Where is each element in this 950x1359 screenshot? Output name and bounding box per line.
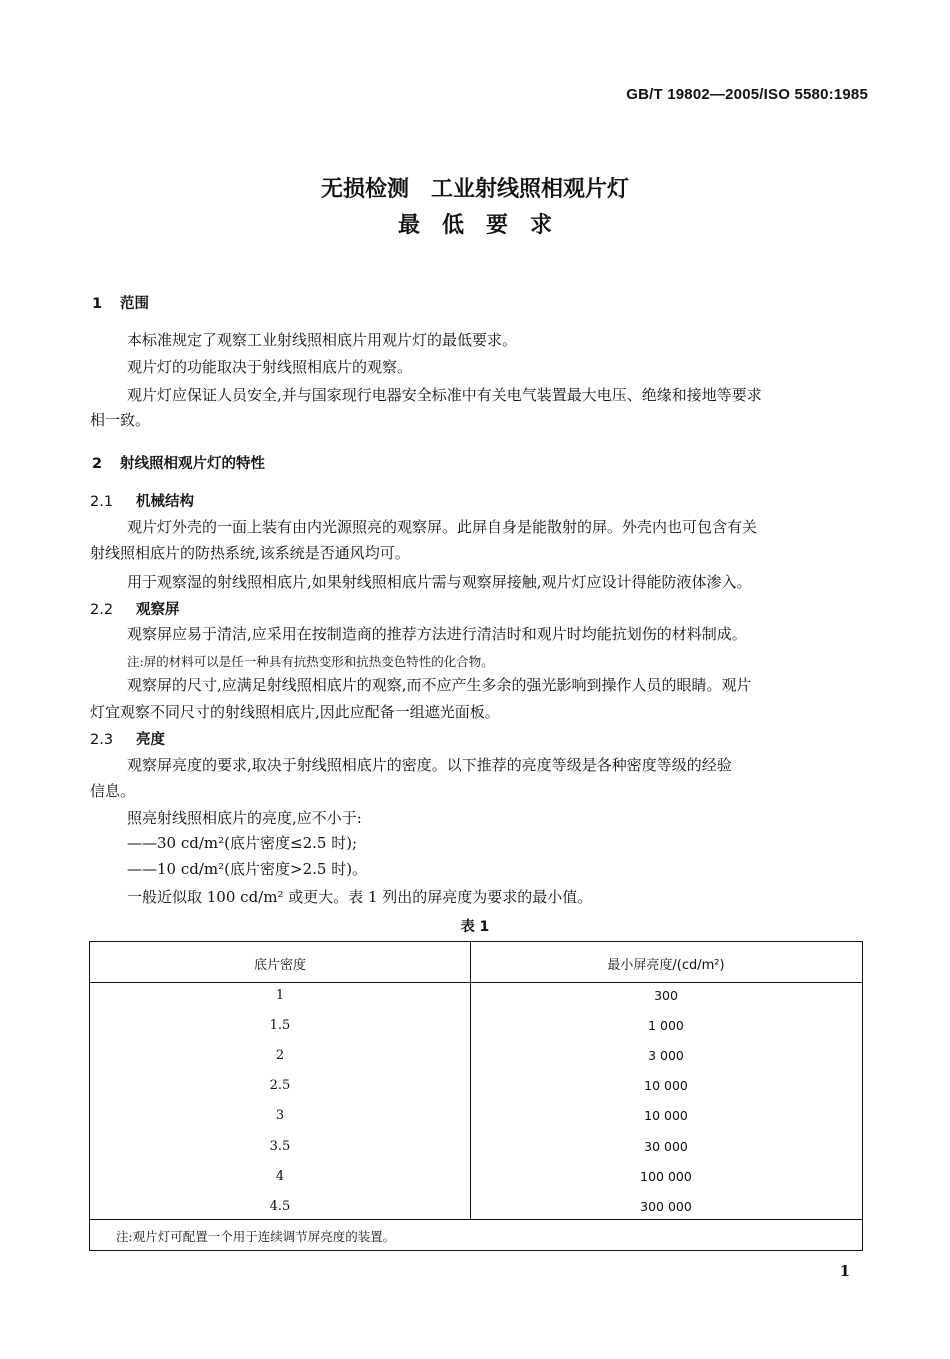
table-cell-luminance: 300 000 xyxy=(640,1199,692,1214)
table-note: 注:观片灯可配置一个用于连续调节屏亮度的装置。 xyxy=(116,1229,396,1244)
paragraph: 照亮射线照相底片的亮度,应不小于: xyxy=(127,809,362,827)
table-caption: 表 1 xyxy=(460,919,490,935)
document-title-line2: 最低要求 xyxy=(397,213,574,238)
page-number: 1 xyxy=(839,1262,850,1280)
list-item: ——10 cd/m²(底片密度>2.5 时)。 xyxy=(127,860,368,878)
section-title: 范围 xyxy=(120,296,149,312)
table-cell-density: 2.5 xyxy=(269,1078,291,1093)
paragraph-continuation: 信息。 xyxy=(90,782,136,800)
paragraph-continuation: 射线照相底片的防热系统,该系统是否通风均可。 xyxy=(90,544,410,562)
paragraph: 观片灯的功能取决于射线照相底片的观察。 xyxy=(127,358,413,376)
table-cell-luminance: 10 000 xyxy=(644,1108,688,1123)
section-number: 2.1 xyxy=(90,494,114,510)
table-cell-density: 3 xyxy=(275,1108,285,1123)
section-number: 2.2 xyxy=(90,602,114,618)
section-2-1-heading xyxy=(90,490,194,511)
note: 注:屏的材料可以是任一种具有抗热变形和抗热变色特性的化合物。 xyxy=(127,654,494,669)
paragraph: 观片灯应保证人员安全,并与国家现行电器安全标准中有关电气装置最大电压、绝缘和接地等要求 xyxy=(127,386,762,404)
section-2-heading xyxy=(92,452,265,473)
standard-code: GB/T 19802—2005/ISO 5580:1985 xyxy=(626,86,868,103)
table-header-divider xyxy=(90,982,862,983)
table-note-divider xyxy=(90,1219,862,1220)
paragraph: 观察屏应易于清洁,应采用在按制造商的推荐方法进行清洁时和观片时均能抗划伤的材料制成。 xyxy=(127,625,747,643)
section-1-heading xyxy=(92,292,149,313)
section-number: 2.3 xyxy=(90,732,114,748)
section-title: 机械结构 xyxy=(136,494,194,510)
section-title: 亮度 xyxy=(136,732,165,748)
paragraph-continuation: 相一致。 xyxy=(90,411,151,429)
table-cell-density: 4.5 xyxy=(269,1199,291,1214)
paragraph: 观察屏亮度的要求,取决于射线照相底片的密度。以下推荐的亮度等级是各种密度等级的经验 xyxy=(127,756,732,774)
table-cell-density: 2 xyxy=(275,1048,285,1063)
document-title-line1: 无损检测 工业射线照相观片灯 xyxy=(320,177,629,202)
table-cell-density: 1 xyxy=(275,988,285,1003)
table-cell-density: 3.5 xyxy=(269,1139,291,1154)
table-cell-luminance: 3 000 xyxy=(648,1048,684,1063)
paragraph-continuation: 灯宜观察不同尺寸的射线照相底片,因此应配备一组遮光面板。 xyxy=(90,703,500,721)
table-cell-luminance: 300 xyxy=(654,988,678,1003)
section-2-3-heading xyxy=(90,728,165,749)
table-header-density: 底片密度 xyxy=(253,958,306,973)
table-cell-luminance: 1 000 xyxy=(648,1018,684,1033)
table-cell-luminance: 30 000 xyxy=(644,1139,688,1154)
data-table xyxy=(89,941,863,1251)
table-header-luminance: 最小屏亮度/(cd/m²) xyxy=(607,958,725,973)
section-title: 射线照相观片灯的特性 xyxy=(120,456,265,472)
section-number: 2 xyxy=(92,456,103,472)
section-2-2-heading xyxy=(90,598,180,619)
table-cell-density: 1.5 xyxy=(269,1018,291,1033)
list-item: ——30 cd/m²(底片密度≤2.5 时); xyxy=(127,834,358,852)
table-cell-density: 4 xyxy=(275,1169,285,1184)
section-number: 1 xyxy=(92,296,103,312)
paragraph: 一般近似取 100 cd/m² 或更大。表 1 列出的屏亮度为要求的最小值。 xyxy=(127,888,593,906)
paragraph: 用于观察湿的射线照相底片,如果射线照相底片需与观察屏接触,观片灯应设计得能防液体渗入。 xyxy=(127,573,752,591)
table-cell-luminance: 100 000 xyxy=(640,1169,692,1184)
table-cell-luminance: 10 000 xyxy=(644,1078,688,1093)
paragraph: 本标准规定了观察工业射线照相底片用观片灯的最低要求。 xyxy=(127,331,518,349)
paragraph: 观片灯外壳的一面上装有由内光源照亮的观察屏。此屏自身是能散射的屏。外壳内也可包含有关 xyxy=(127,518,758,536)
section-title: 观察屏 xyxy=(136,602,180,618)
paragraph: 观察屏的尺寸,应满足射线照相底片的观察,而不应产生多余的强光影响到操作人员的眼睛。观片 xyxy=(127,676,752,694)
